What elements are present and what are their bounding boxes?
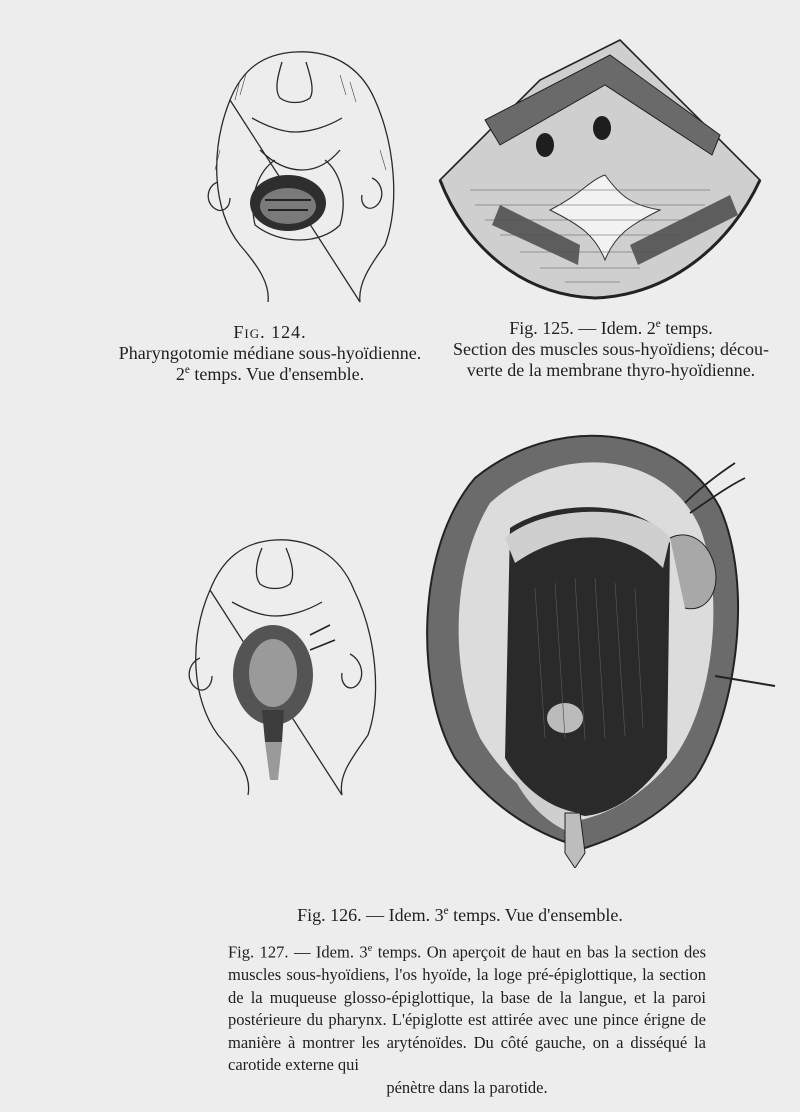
fig-126-caption: Fig. 126. — Idem. 3e temps. Vue d'ensemble. (297, 905, 623, 925)
fig-127-legend-last-line: pénètre dans la parotide. (386, 1077, 548, 1097)
fig-124-caption (110, 322, 430, 386)
figure-127-illustration (415, 418, 780, 868)
fig-124-line-1: Pharyngotomie médiane sous-hyoïdienne. (118, 343, 422, 364)
figure-124-illustration (190, 40, 400, 305)
fig-125-line-3: verte de la membrane thyro-hyoïdienne. (466, 360, 756, 381)
fig-125-caption (452, 318, 770, 382)
fig-127-legend: Fig. 127. — Idem. 3e temps. On aperçoit de haut en bas la section des muscles sous-hyoïdiens, l'os hyoïde, la loge pré-épiglottique, la section de la muqueuse glosso-épiglottique, la base de la langue, et la paroi postérieure du pharynx. L'épiglotte est attirée avec une pince érigne de manière à montrer les aryténoïdes. Du côté gauche, on a disséqué la carotide externe qui pénètre dans la parotide. (228, 938, 706, 1099)
fig-124-number: Fig. 124. (233, 322, 307, 342)
fig-125-line-2: Section des muscles sous-hyoïdiens; décou- (453, 339, 769, 360)
figure-125-illustration (430, 20, 775, 310)
figure-126-illustration (170, 530, 380, 800)
fig-124-line-2: 2e temps. Vue d'ensemble. (175, 364, 365, 385)
fig-125-line-1: Fig. 125. — Idem. 2e temps. (509, 318, 713, 338)
